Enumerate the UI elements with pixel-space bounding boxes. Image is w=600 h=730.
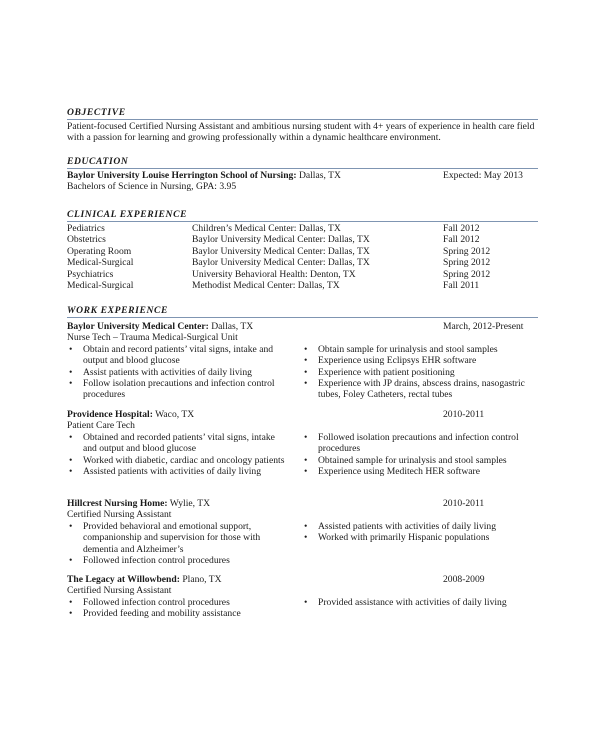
section-divider [67, 317, 538, 318]
job-duty: • Worked with diabetic, cardiac and oncology patients [69, 454, 285, 466]
clinical-term: Spring 2012 [443, 268, 491, 280]
objective-text: Patient-focused Certified Nursing Assistant and ambitious nursing student with 4+ years of experience in health care field with a passion for learning and growing professionally within a dynamic healthcare environment. [67, 121, 535, 144]
section-divider [67, 221, 538, 222]
job-entry [67, 498, 538, 566]
bullet-icon: • [69, 366, 73, 378]
objective-section [67, 107, 538, 144]
job-location: Plano, TX [182, 574, 222, 585]
bullet-icon: • [304, 520, 308, 532]
job-title: Certified Nursing Assistant [67, 585, 172, 597]
job-dates: 2010-2011 [443, 498, 485, 509]
bullet-icon: • [304, 378, 308, 389]
job-duty: • Obtained and recorded patients’ vital signs, intake and output and blood glucose [69, 431, 275, 455]
duties-right [302, 432, 538, 478]
clinical-row [67, 257, 538, 268]
work-section [67, 305, 538, 319]
job-duty: • Provided assistance with activities of daily living [304, 596, 507, 608]
duties-left [67, 521, 302, 567]
job-location: Wylie, TX [169, 498, 211, 509]
duties-left [67, 597, 302, 620]
clinical-place: Baylor University Medical Center: Dallas, TX [192, 245, 370, 257]
job-title: Nurse Tech – Trauma Medical-Surgical Unit [67, 332, 238, 344]
bullet-icon: • [69, 378, 73, 389]
job-duty: • Followed infection control procedures [69, 555, 230, 566]
bullet-icon: • [304, 343, 308, 355]
job-entry [67, 321, 538, 401]
section-divider [67, 168, 538, 169]
bullet-icon: • [69, 466, 73, 477]
job-employer: Providence Hospital: [67, 409, 153, 420]
job-duty: • Assisted patients with activities of daily living [69, 466, 261, 477]
bullet-icon: • [69, 555, 73, 566]
clinical-row [67, 223, 538, 234]
bullet-icon: • [69, 608, 73, 620]
job-entry [67, 574, 538, 620]
duties-left [67, 344, 302, 401]
school-name: Baylor University Louise Herrington School of Nursing: [67, 170, 297, 181]
bullet-icon: • [69, 454, 73, 466]
job-duty: • Obtain sample for urinalysis and stool samples [304, 343, 498, 355]
bullet-icon: • [69, 520, 73, 532]
objective-heading: OBJECTIVE [67, 107, 126, 118]
job-header [67, 321, 538, 332]
bullet-icon: • [69, 431, 73, 443]
bullet-icon: • [304, 355, 308, 367]
bullet-icon: • [304, 431, 308, 443]
job-title: Patient Care Tech [67, 420, 135, 432]
job-header [67, 574, 538, 585]
job-duty: • Followed isolation precautions and infection control procedures [304, 431, 519, 455]
job-employer: The Legacy at Willowbend: [67, 574, 180, 585]
clinical-area: Psychiatrics [67, 268, 114, 280]
job-dates: 2008-2009 [443, 574, 485, 585]
job-header [67, 409, 538, 420]
clinical-area: Operating Room [67, 245, 132, 257]
education-section [67, 156, 538, 193]
education-degree: Bachelors of Science in Nursing, GPA: 3.95 [67, 181, 237, 193]
job-duty: • Obtained sample for urinalysis and stool samples [304, 454, 507, 466]
clinical-row [67, 280, 538, 291]
duties-right [302, 521, 538, 567]
education-date: Expected: May 2013 [443, 170, 523, 181]
clinical-area: Medical-Surgical [67, 279, 134, 291]
duties-right [302, 597, 538, 620]
job-location: Waco, TX [155, 409, 195, 420]
education-school-row [67, 170, 538, 181]
clinical-place: Children’s Medical Center: Dallas, TX [192, 223, 341, 234]
job-duty: • Experience with patient positioning [304, 366, 455, 378]
clinical-place: Baylor University Medical Center: Dallas, TX [192, 257, 370, 269]
job-employer: Hillcrest Nursing Home: [67, 498, 168, 509]
job-duty: • Assisted patients with activities of daily living [304, 520, 496, 532]
job-duty: • Follow isolation precautions and infection control procedures [69, 378, 275, 401]
clinical-section [67, 209, 538, 291]
job-duty: • Provided feeding and mobility assistance [69, 608, 241, 620]
job-duty: • Experience with JP drains, abscess drains, nasogastric tubes, Foley Catheters, rectal tubes [304, 378, 525, 401]
school-location: Dallas, TX [298, 170, 341, 181]
bullet-icon: • [69, 343, 73, 355]
clinical-area: Obstetrics [67, 234, 106, 246]
job-duty: • Assist patients with activities of daily living [69, 366, 252, 378]
duties-right [302, 344, 538, 401]
job-employer: Baylor University Medical Center: [67, 321, 209, 332]
education-heading: EDUCATION [67, 156, 129, 167]
job-dates: March, 2012-Present [443, 321, 524, 332]
clinical-term: Spring 2012 [443, 245, 491, 257]
job-duty: • Provided behavioral and emotional support, companionship and supervision for those with dementia and Alzheimer’s [69, 520, 261, 555]
bullet-icon: • [304, 532, 308, 544]
bullet-icon: • [304, 596, 308, 608]
job-duty: • Experience using Meditech HER software [304, 466, 480, 477]
work-heading: WORK EXPERIENCE [67, 305, 168, 316]
job-title: Certified Nursing Assistant [67, 509, 172, 521]
clinical-term: Spring 2012 [443, 257, 491, 269]
job-duty: • Worked with primarily Hispanic populations [304, 532, 490, 544]
job-header [67, 498, 538, 509]
clinical-term: Fall 2012 [443, 223, 480, 234]
job-duty: • Experience using Eclipsys EHR software [304, 355, 477, 367]
clinical-area: Pediatrics [67, 223, 105, 234]
clinical-place: University Behavioral Health: Denton, TX [192, 268, 356, 280]
bullet-icon: • [304, 366, 308, 378]
clinical-term: Fall 2012 [443, 234, 480, 246]
clinical-area: Medical-Surgical [67, 257, 134, 269]
bullet-icon: • [304, 466, 308, 477]
bullet-icon: • [304, 454, 308, 466]
clinical-row [67, 246, 538, 257]
job-dates: 2010-2011 [443, 409, 485, 420]
duties-left [67, 432, 302, 478]
job-duty: • Followed infection control procedures [69, 596, 230, 608]
section-divider [67, 119, 538, 120]
bullet-icon: • [69, 596, 73, 608]
job-duty: • Obtain and record patients’ vital signs, intake and output and blood glucose [69, 343, 274, 367]
job-entry [67, 409, 538, 477]
job-location: Dallas, TX [211, 321, 254, 332]
clinical-row [67, 234, 538, 245]
clinical-heading: CLINICAL EXPERIENCE [67, 209, 188, 220]
clinical-row [67, 269, 538, 280]
clinical-term: Fall 2011 [443, 279, 480, 291]
clinical-place: Baylor University Medical Center: Dallas, TX [192, 234, 370, 246]
clinical-place: Methodist Medical Center: Dallas, TX [192, 279, 340, 291]
